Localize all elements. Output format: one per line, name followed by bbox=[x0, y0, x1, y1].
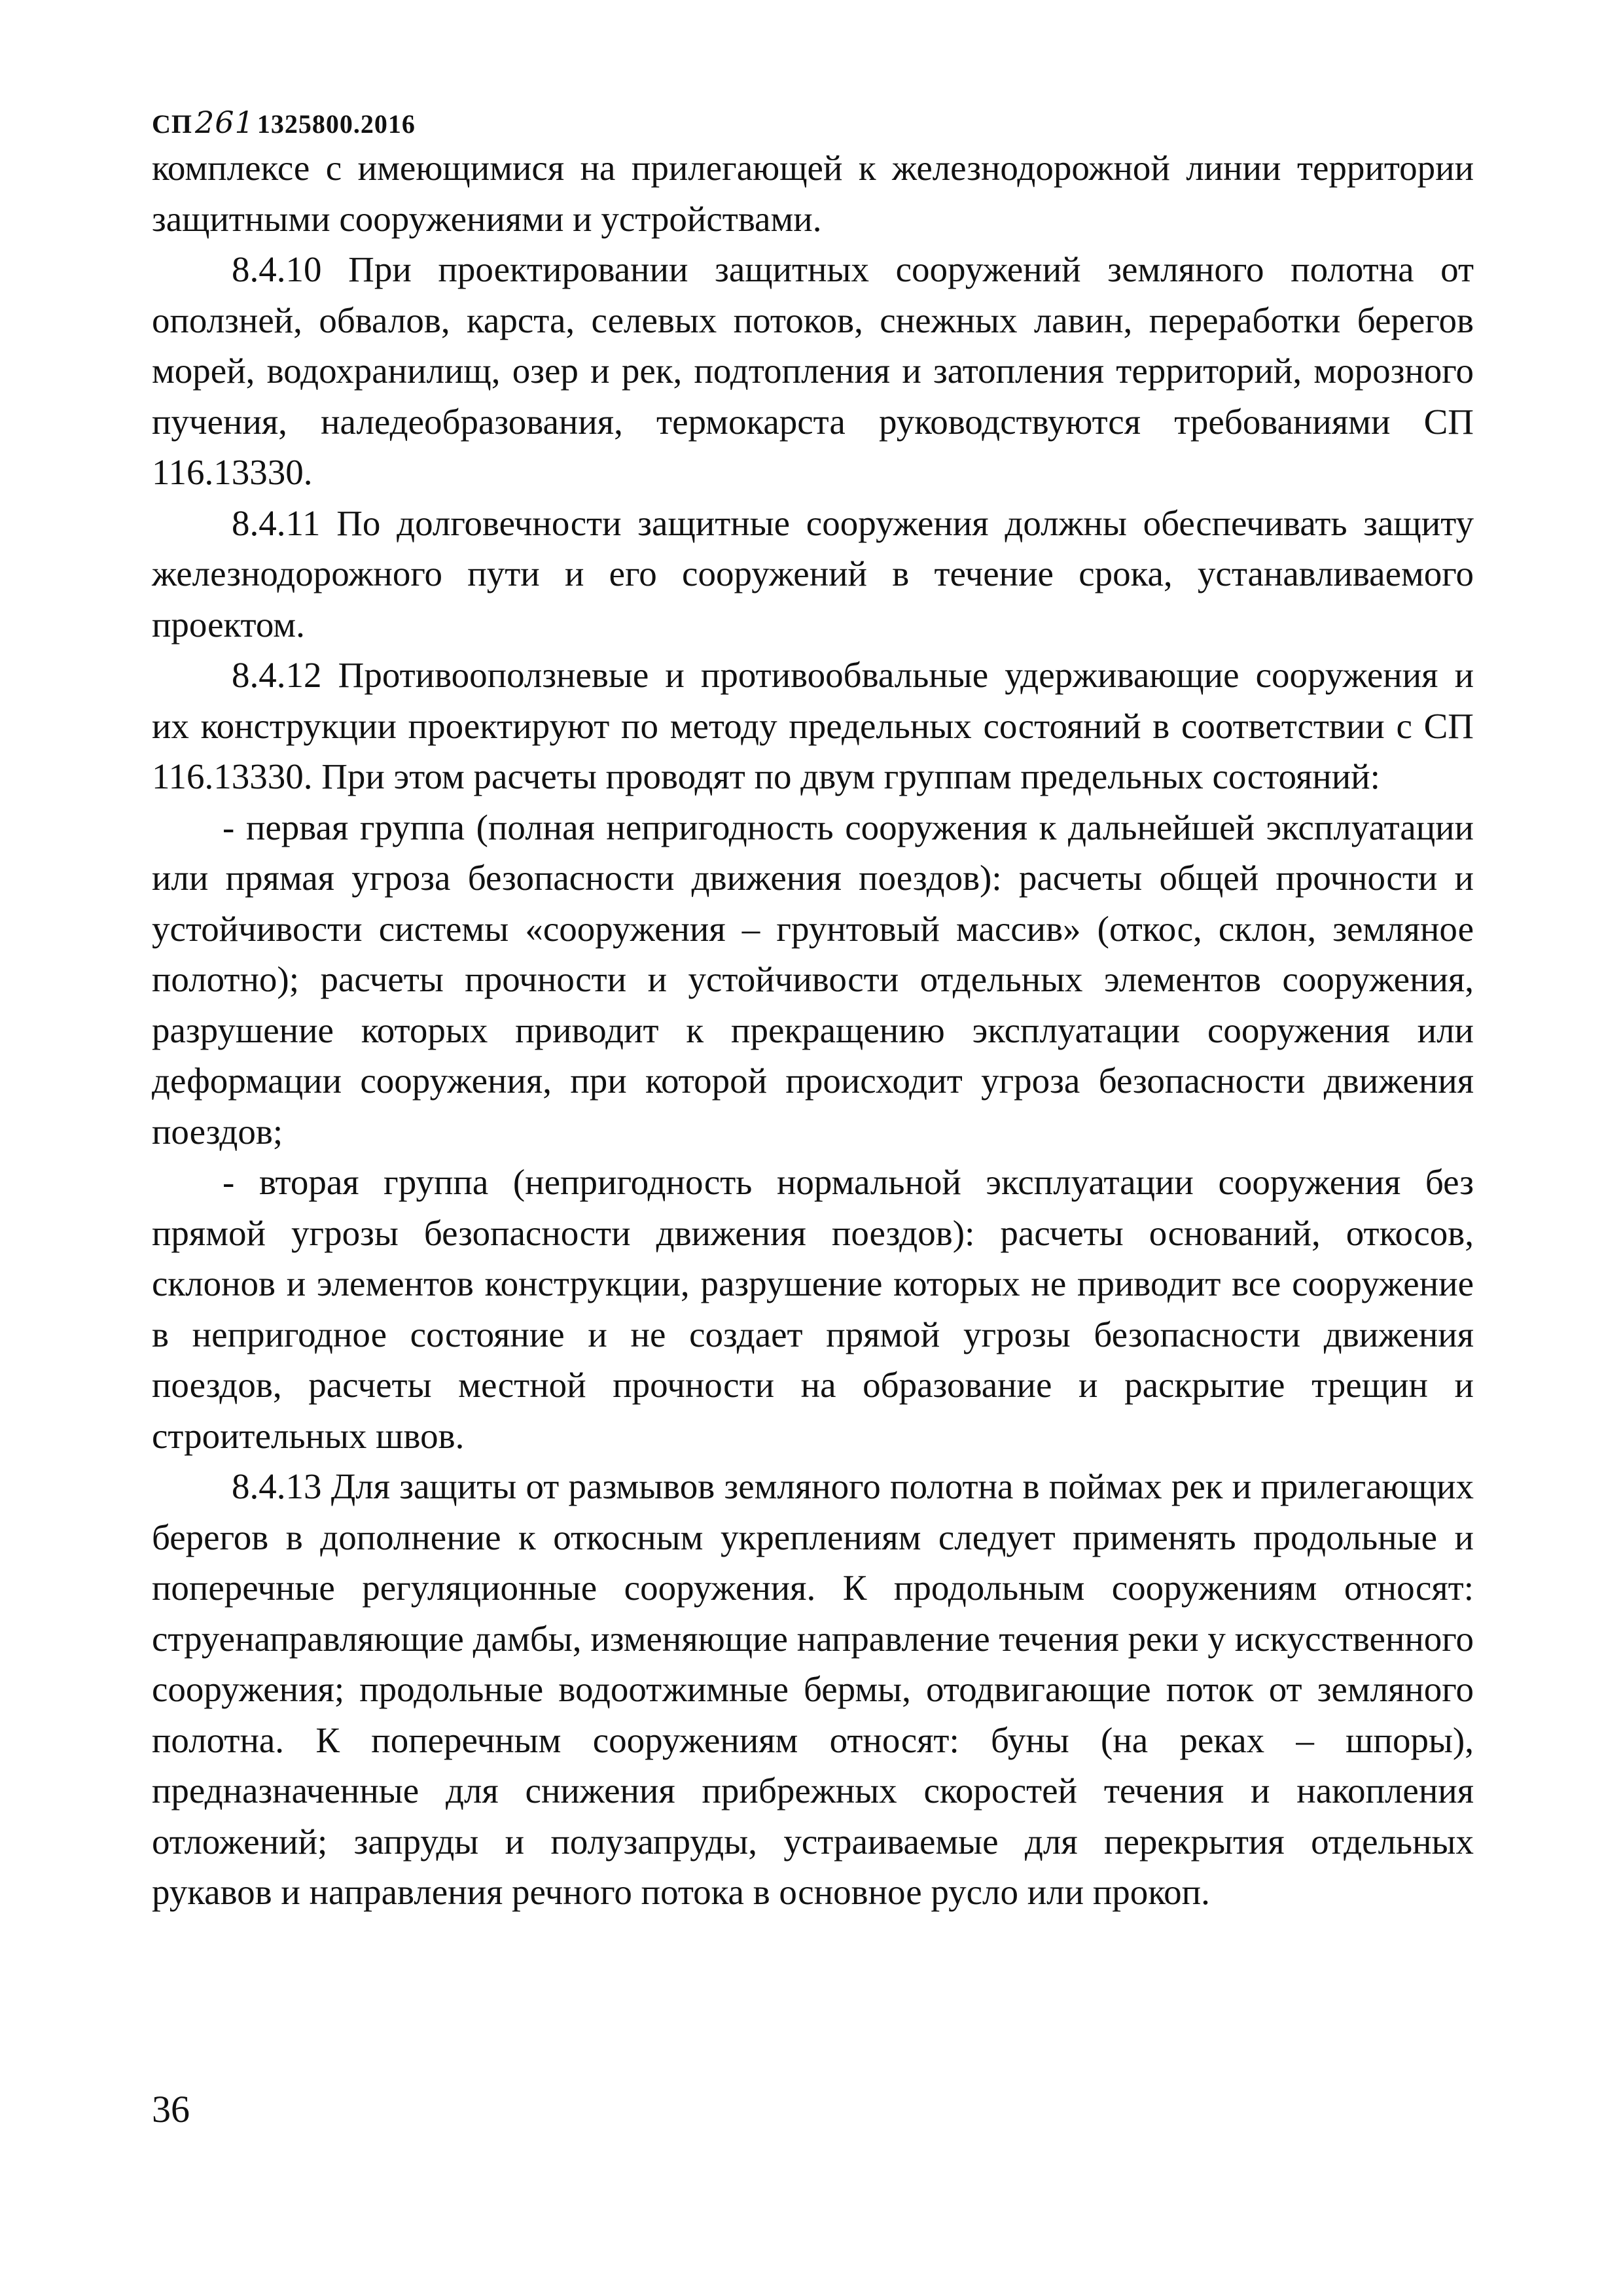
header-code: 1325800.2016 bbox=[257, 109, 416, 139]
paragraph-8-4-13: 8.4.13 Для защиты от размывов земляного полотна в поймах рек и прилегающих берегов в дополнение к откосным укреплениям следует применять продольные и поперечные регуляционные сооружения. К продольным сооружениям относят: струенаправляющие дамбы, изменяющие направление течения реки у искусственного сооружения; продольные водоотжимные бермы, отодвигающие поток от земляного полотна. К поперечным сооружениям относят: буны (на реках – шпоры), предназначенные для снижения прибрежных скоростей течения и накопления отложений; запруды и полузапруды, устраиваемые для перекрытия отдельных рукавов и направления речного потока в основное русло или прокоп. bbox=[152, 1466, 1474, 1912]
page-number: 36 bbox=[152, 2088, 190, 2130]
body-text bbox=[152, 143, 1474, 1918]
document-header bbox=[152, 105, 416, 140]
paragraph-8-4-10: 8.4.10 При проектировании защитных сооружений земляного полотна от оползней, обвалов, карста, селевых потоков, снежных лавин, переработки берегов морей, водохранилищ, озер и рек, подтопления и затопления территорий, морозного пучения, наледеобразования, термокарста руководствуются требованиями СП 116.13330. bbox=[152, 249, 1474, 492]
list-item-second-group: - вторая группа (непригодность нормальной эксплуатации сооружения без прямой угрозы безопасности движения поездов): расчеты оснований, откосов, склонов и элементов конструкции, разрушение которых не приводит все сооружение в непригодное состояние и не создает прямой угрозы безопасности движения поездов, расчеты местной прочности на образование и раскрытие трещин и строительных швов. bbox=[152, 1162, 1474, 1456]
handwritten-number: 261 bbox=[195, 105, 255, 140]
paragraph-8-4-11: 8.4.11 По долговечности защитные сооружения должны обеспечивать защиту железнодорожного пути и его сооружений в течение срока, устанавливаемого проектом. bbox=[152, 503, 1474, 645]
list-item-first-group: - первая группа (полная непригодность сооружения к дальнейшей эксплуатации или прямая угроза безопасности движения поездов): расчеты общей прочности и устойчивости системы «сооружения – грунтовый массив» (откос, склон, земляное полотно); расчеты прочности и устойчивости отдельных элементов сооружения, разрушение которых приводит к прекращению эксплуатации сооружения или деформации сооружения, при которой происходит угроза безопасности движения поездов; bbox=[152, 807, 1474, 1152]
header-prefix: СП bbox=[152, 109, 192, 139]
paragraph-8-4-12: 8.4.12 Противооползневые и противообвальные удерживающие сооружения и их конструкции проектируют по методу предельных состояний в соответствии с СП 116.13330. При этом расчеты проводят по двум группам предельных состояний: bbox=[152, 655, 1474, 796]
paragraph-continuation: комплексе с имеющимися на прилегающей к железнодорожной линии территории защитными сооружениями и устройствами. bbox=[152, 148, 1474, 239]
